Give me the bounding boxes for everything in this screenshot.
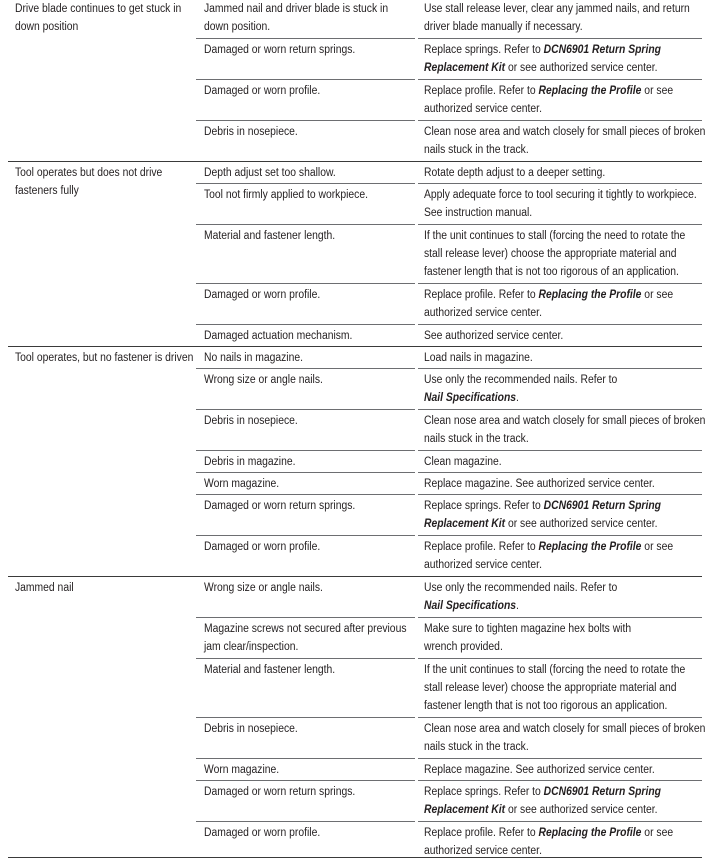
solution-text: Apply adequate force to tool securing it tightly to workpiece. bbox=[424, 189, 697, 201]
row-divider bbox=[418, 758, 702, 759]
section-reference: Nail Specifications bbox=[424, 600, 517, 612]
cause-cell bbox=[204, 475, 407, 493]
solution-cell-line bbox=[424, 263, 703, 281]
solution-text: fastener length that is not too rigorous of an application. bbox=[424, 266, 679, 278]
solution-cell-line bbox=[424, 389, 703, 407]
cause-cell bbox=[204, 497, 407, 515]
cause-cell-line: Damaged actuation mechanism. bbox=[204, 330, 353, 342]
solution-text: . bbox=[516, 392, 519, 404]
solution-cell-line bbox=[424, 475, 703, 493]
solution-text: Replace magazine. See authorized service center. bbox=[424, 478, 655, 490]
solution-text: Replace profile. Refer to bbox=[424, 85, 539, 97]
row-divider bbox=[196, 79, 415, 80]
solution-text: Rotate depth adjust to a deeper setting. bbox=[424, 167, 606, 179]
section-reference: Nail Specifications bbox=[424, 392, 517, 404]
cause-cell bbox=[204, 453, 407, 471]
solution-text: nails stuck in the track. bbox=[424, 741, 529, 753]
solution-cell-line bbox=[424, 0, 703, 18]
cause-cell-line: Damaged or worn return springs. bbox=[204, 786, 356, 798]
solution-text: driver blade manually if necessary. bbox=[424, 21, 583, 33]
row-divider bbox=[196, 450, 415, 451]
row-divider bbox=[418, 658, 702, 659]
solution-text: or see bbox=[641, 541, 674, 553]
solution-text: Clean magazine. bbox=[424, 456, 502, 468]
solution-cell-line bbox=[424, 164, 703, 182]
cause-cell-line: Debris in nosepiece. bbox=[204, 126, 298, 138]
problem-cell-line: down position bbox=[15, 21, 79, 33]
problem-cell-line: fasteners fully bbox=[15, 185, 79, 197]
solution-cell-line bbox=[424, 412, 706, 430]
cause-cell-line: Depth adjust set too shallow. bbox=[204, 167, 336, 179]
solution-cell bbox=[424, 286, 703, 322]
solution-cell-line bbox=[424, 186, 703, 204]
solution-cell bbox=[424, 538, 703, 574]
section-reference: Replacement Kit bbox=[424, 62, 506, 74]
section-reference: Replacing the Profile bbox=[538, 85, 642, 97]
solution-text: authorized service center. bbox=[424, 307, 542, 319]
row-divider bbox=[196, 535, 415, 536]
row-divider bbox=[418, 780, 702, 781]
row-divider bbox=[418, 450, 702, 451]
cause-cell bbox=[204, 349, 407, 367]
solution-cell-line bbox=[424, 620, 703, 638]
solution-text: or see bbox=[641, 827, 674, 839]
solution-cell-line bbox=[424, 638, 703, 656]
row-divider bbox=[418, 535, 702, 536]
section-reference: Replacement Kit bbox=[424, 518, 506, 530]
solution-cell-line bbox=[424, 227, 703, 245]
row-divider bbox=[196, 821, 415, 822]
cause-cell bbox=[204, 0, 407, 36]
section-reference: Replacement Kit bbox=[424, 804, 506, 816]
solution-cell bbox=[424, 824, 703, 860]
solution-text: authorized service center. bbox=[424, 103, 542, 115]
cause-cell-line: Debris in nosepiece. bbox=[204, 723, 298, 735]
solution-text: fastener length that is not too rigorous an application. bbox=[424, 700, 668, 712]
cause-cell-line: Magazine screws not secured after previous bbox=[204, 623, 407, 635]
row-divider bbox=[196, 183, 415, 184]
solution-text: nails stuck in the track. bbox=[424, 433, 529, 445]
row-divider bbox=[418, 38, 702, 39]
row-divider bbox=[196, 758, 415, 759]
row-divider bbox=[418, 409, 702, 410]
row-divider bbox=[418, 472, 702, 473]
row-divider bbox=[196, 409, 415, 410]
cause-cell-line: Worn magazine. bbox=[204, 478, 280, 490]
cause-cell-line: Wrong size or angle nails. bbox=[204, 374, 323, 386]
problem-cell bbox=[15, 164, 188, 200]
cause-cell-line: Damaged or worn return springs. bbox=[204, 500, 356, 512]
solution-cell-line bbox=[424, 123, 706, 141]
section-reference: Replacing the Profile bbox=[538, 289, 642, 301]
solution-cell-line bbox=[424, 697, 703, 715]
row-divider bbox=[196, 324, 415, 325]
solution-text: Replace springs. Refer to bbox=[424, 44, 544, 56]
cause-cell-line: Damaged or worn profile. bbox=[204, 827, 321, 839]
solution-cell bbox=[424, 164, 703, 182]
group-divider bbox=[8, 346, 702, 347]
row-divider bbox=[196, 368, 415, 369]
row-divider bbox=[418, 283, 702, 284]
solution-text: or see authorized service center. bbox=[505, 804, 658, 816]
solution-text: Load nails in magazine. bbox=[424, 352, 533, 364]
solution-text: authorized service center. bbox=[424, 845, 542, 857]
row-divider bbox=[418, 324, 702, 325]
cause-cell-line: No nails in magazine. bbox=[204, 352, 303, 364]
row-divider bbox=[418, 183, 702, 184]
section-reference: DCN6901 Return Spring bbox=[543, 44, 661, 56]
cause-cell bbox=[204, 783, 407, 801]
solution-cell-line bbox=[424, 349, 703, 367]
solution-cell-line bbox=[424, 371, 703, 389]
solution-text: Use only the recommended nails. Refer to bbox=[424, 374, 618, 386]
cause-cell-line: down position. bbox=[204, 21, 271, 33]
solution-cell bbox=[424, 186, 703, 222]
solution-cell-line bbox=[424, 538, 703, 556]
section-reference: Replacing the Profile bbox=[538, 541, 642, 553]
solution-cell bbox=[424, 0, 703, 36]
cause-cell bbox=[204, 824, 407, 842]
cause-cell bbox=[204, 661, 407, 679]
section-reference: Replacing the Profile bbox=[538, 827, 642, 839]
solution-text: or see bbox=[641, 289, 674, 301]
solution-cell bbox=[424, 123, 706, 159]
solution-text: authorized service center. bbox=[424, 559, 542, 571]
solution-text: wrench provided. bbox=[424, 641, 503, 653]
row-divider bbox=[196, 717, 415, 718]
row-divider bbox=[196, 120, 415, 121]
solution-cell-line bbox=[424, 515, 703, 533]
row-divider bbox=[418, 717, 702, 718]
solution-cell bbox=[424, 41, 703, 77]
solution-text: or see authorized service center. bbox=[505, 62, 658, 74]
solution-cell bbox=[424, 371, 703, 407]
solution-cell-line bbox=[424, 141, 703, 159]
cause-cell bbox=[204, 41, 407, 59]
cause-cell bbox=[204, 186, 407, 204]
solution-text: Clean nose area and watch closely for small pieces of broken bbox=[424, 415, 706, 427]
problem-cell-line: Drive blade continues to get stuck in bbox=[15, 3, 182, 15]
solution-text: Replace springs. Refer to bbox=[424, 500, 544, 512]
row-divider bbox=[418, 79, 702, 80]
solution-cell bbox=[424, 349, 703, 367]
solution-cell-line bbox=[424, 801, 703, 819]
cause-cell bbox=[204, 371, 407, 389]
solution-cell-line bbox=[424, 100, 703, 118]
solution-cell-line bbox=[424, 661, 703, 679]
cause-cell-line: Material and fastener length. bbox=[204, 230, 336, 242]
row-divider bbox=[196, 224, 415, 225]
solution-text: If the unit continues to stall (forcing the need to rotate the bbox=[424, 664, 686, 676]
solution-cell bbox=[424, 661, 703, 715]
solution-cell bbox=[424, 783, 703, 819]
cause-cell-line: Material and fastener length. bbox=[204, 664, 336, 676]
solution-cell-line bbox=[424, 430, 703, 448]
cause-cell bbox=[204, 227, 407, 245]
solution-cell bbox=[424, 579, 703, 615]
solution-text: Replace profile. Refer to bbox=[424, 827, 539, 839]
solution-text: or see authorized service center. bbox=[505, 518, 658, 530]
problem-cell bbox=[15, 579, 188, 597]
cause-cell-line: Jammed nail and driver blade is stuck in bbox=[204, 3, 389, 15]
solution-cell-line bbox=[424, 41, 703, 59]
row-divider bbox=[418, 120, 702, 121]
section-reference: DCN6901 Return Spring bbox=[543, 500, 661, 512]
solution-text: . bbox=[516, 600, 519, 612]
solution-cell-line bbox=[424, 761, 703, 779]
solution-text: Replace profile. Refer to bbox=[424, 289, 539, 301]
section-reference: DCN6901 Return Spring bbox=[543, 786, 661, 798]
solution-cell-line bbox=[424, 18, 703, 36]
solution-text: stall release lever) choose the appropriate material and bbox=[424, 682, 677, 694]
cause-cell-line: Damaged or worn profile. bbox=[204, 289, 321, 301]
cause-cell-line: Damaged or worn profile. bbox=[204, 541, 321, 553]
cause-cell bbox=[204, 761, 407, 779]
row-divider bbox=[196, 617, 415, 618]
solution-cell bbox=[424, 327, 703, 345]
cause-cell bbox=[204, 82, 407, 100]
problem-cell bbox=[15, 349, 194, 367]
row-divider bbox=[196, 472, 415, 473]
cause-cell-line: jam clear/inspection. bbox=[204, 641, 299, 653]
row-divider bbox=[196, 494, 415, 495]
solution-text: Replace springs. Refer to bbox=[424, 786, 544, 798]
solution-text: Use only the recommended nails. Refer to bbox=[424, 582, 618, 594]
solution-text: Use stall release lever, clear any jammed nails, and return bbox=[424, 3, 690, 15]
cause-cell bbox=[204, 720, 407, 738]
solution-text: If the unit continues to stall (forcing the need to rotate the bbox=[424, 230, 686, 242]
cause-cell bbox=[204, 123, 407, 141]
row-divider bbox=[196, 658, 415, 659]
cause-cell-line: Debris in magazine. bbox=[204, 456, 296, 468]
solution-text: nails stuck in the track. bbox=[424, 144, 529, 156]
solution-cell bbox=[424, 620, 703, 656]
solution-cell bbox=[424, 720, 706, 756]
row-divider bbox=[418, 821, 702, 822]
row-divider bbox=[418, 617, 702, 618]
cause-cell bbox=[204, 327, 407, 345]
cause-cell bbox=[204, 164, 407, 182]
solution-text: See instruction manual. bbox=[424, 207, 533, 219]
group-divider bbox=[8, 857, 702, 858]
cause-cell bbox=[204, 538, 407, 556]
row-divider bbox=[196, 283, 415, 284]
solution-cell-line bbox=[424, 556, 703, 574]
cause-cell bbox=[204, 412, 407, 430]
cause-cell-line: Tool not firmly applied to workpiece. bbox=[204, 189, 368, 201]
solution-cell-line bbox=[424, 327, 703, 345]
problem-cell-line: Jammed nail bbox=[15, 582, 74, 594]
solution-cell bbox=[424, 82, 703, 118]
solution-cell-line bbox=[424, 720, 706, 738]
solution-cell-line bbox=[424, 579, 703, 597]
solution-cell bbox=[424, 497, 703, 533]
solution-text: Replace magazine. See authorized service center. bbox=[424, 764, 655, 776]
cause-cell bbox=[204, 620, 407, 656]
solution-text: See authorized service center. bbox=[424, 330, 564, 342]
solution-text: stall release lever) choose the appropriate material and bbox=[424, 248, 677, 260]
solution-cell-line bbox=[424, 204, 703, 222]
solution-cell bbox=[424, 412, 706, 448]
solution-cell bbox=[424, 453, 703, 471]
solution-cell-line bbox=[424, 286, 703, 304]
solution-text: Make sure to tighten magazine hex bolts with bbox=[424, 623, 632, 635]
cause-cell-line: Worn magazine. bbox=[204, 764, 280, 776]
solution-text: Clean nose area and watch closely for small pieces of broken bbox=[424, 723, 706, 735]
solution-cell bbox=[424, 761, 703, 779]
row-divider bbox=[418, 494, 702, 495]
row-divider bbox=[418, 224, 702, 225]
group-divider bbox=[8, 576, 702, 577]
solution-cell bbox=[424, 475, 703, 493]
cause-cell bbox=[204, 579, 407, 597]
cause-cell bbox=[204, 286, 407, 304]
solution-text: Replace profile. Refer to bbox=[424, 541, 539, 553]
solution-cell-line bbox=[424, 783, 703, 801]
cause-cell-line: Damaged or worn return springs. bbox=[204, 44, 356, 56]
solution-cell-line bbox=[424, 304, 703, 322]
solution-cell-line bbox=[424, 824, 703, 842]
row-divider bbox=[196, 780, 415, 781]
solution-cell-line bbox=[424, 245, 703, 263]
solution-cell-line bbox=[424, 453, 703, 471]
solution-cell-line bbox=[424, 497, 703, 515]
problem-cell bbox=[15, 0, 188, 36]
solution-cell-line bbox=[424, 597, 703, 615]
cause-cell-line: Damaged or worn profile. bbox=[204, 85, 321, 97]
solution-cell-line bbox=[424, 738, 703, 756]
solution-cell-line bbox=[424, 679, 703, 697]
row-divider bbox=[418, 368, 702, 369]
solution-cell bbox=[424, 227, 703, 281]
row-divider bbox=[196, 38, 415, 39]
problem-cell-line: Tool operates, but no fastener is driven bbox=[15, 352, 194, 364]
group-divider bbox=[8, 161, 702, 162]
cause-cell-line: Wrong size or angle nails. bbox=[204, 582, 323, 594]
solution-text: or see bbox=[641, 85, 674, 97]
solution-cell-line bbox=[424, 82, 703, 100]
cause-cell-line: Debris in nosepiece. bbox=[204, 415, 298, 427]
solution-cell-line bbox=[424, 59, 703, 77]
solution-text: Clean nose area and watch closely for small pieces of broken bbox=[424, 126, 706, 138]
problem-cell-line: Tool operates but does not drive bbox=[15, 167, 163, 179]
